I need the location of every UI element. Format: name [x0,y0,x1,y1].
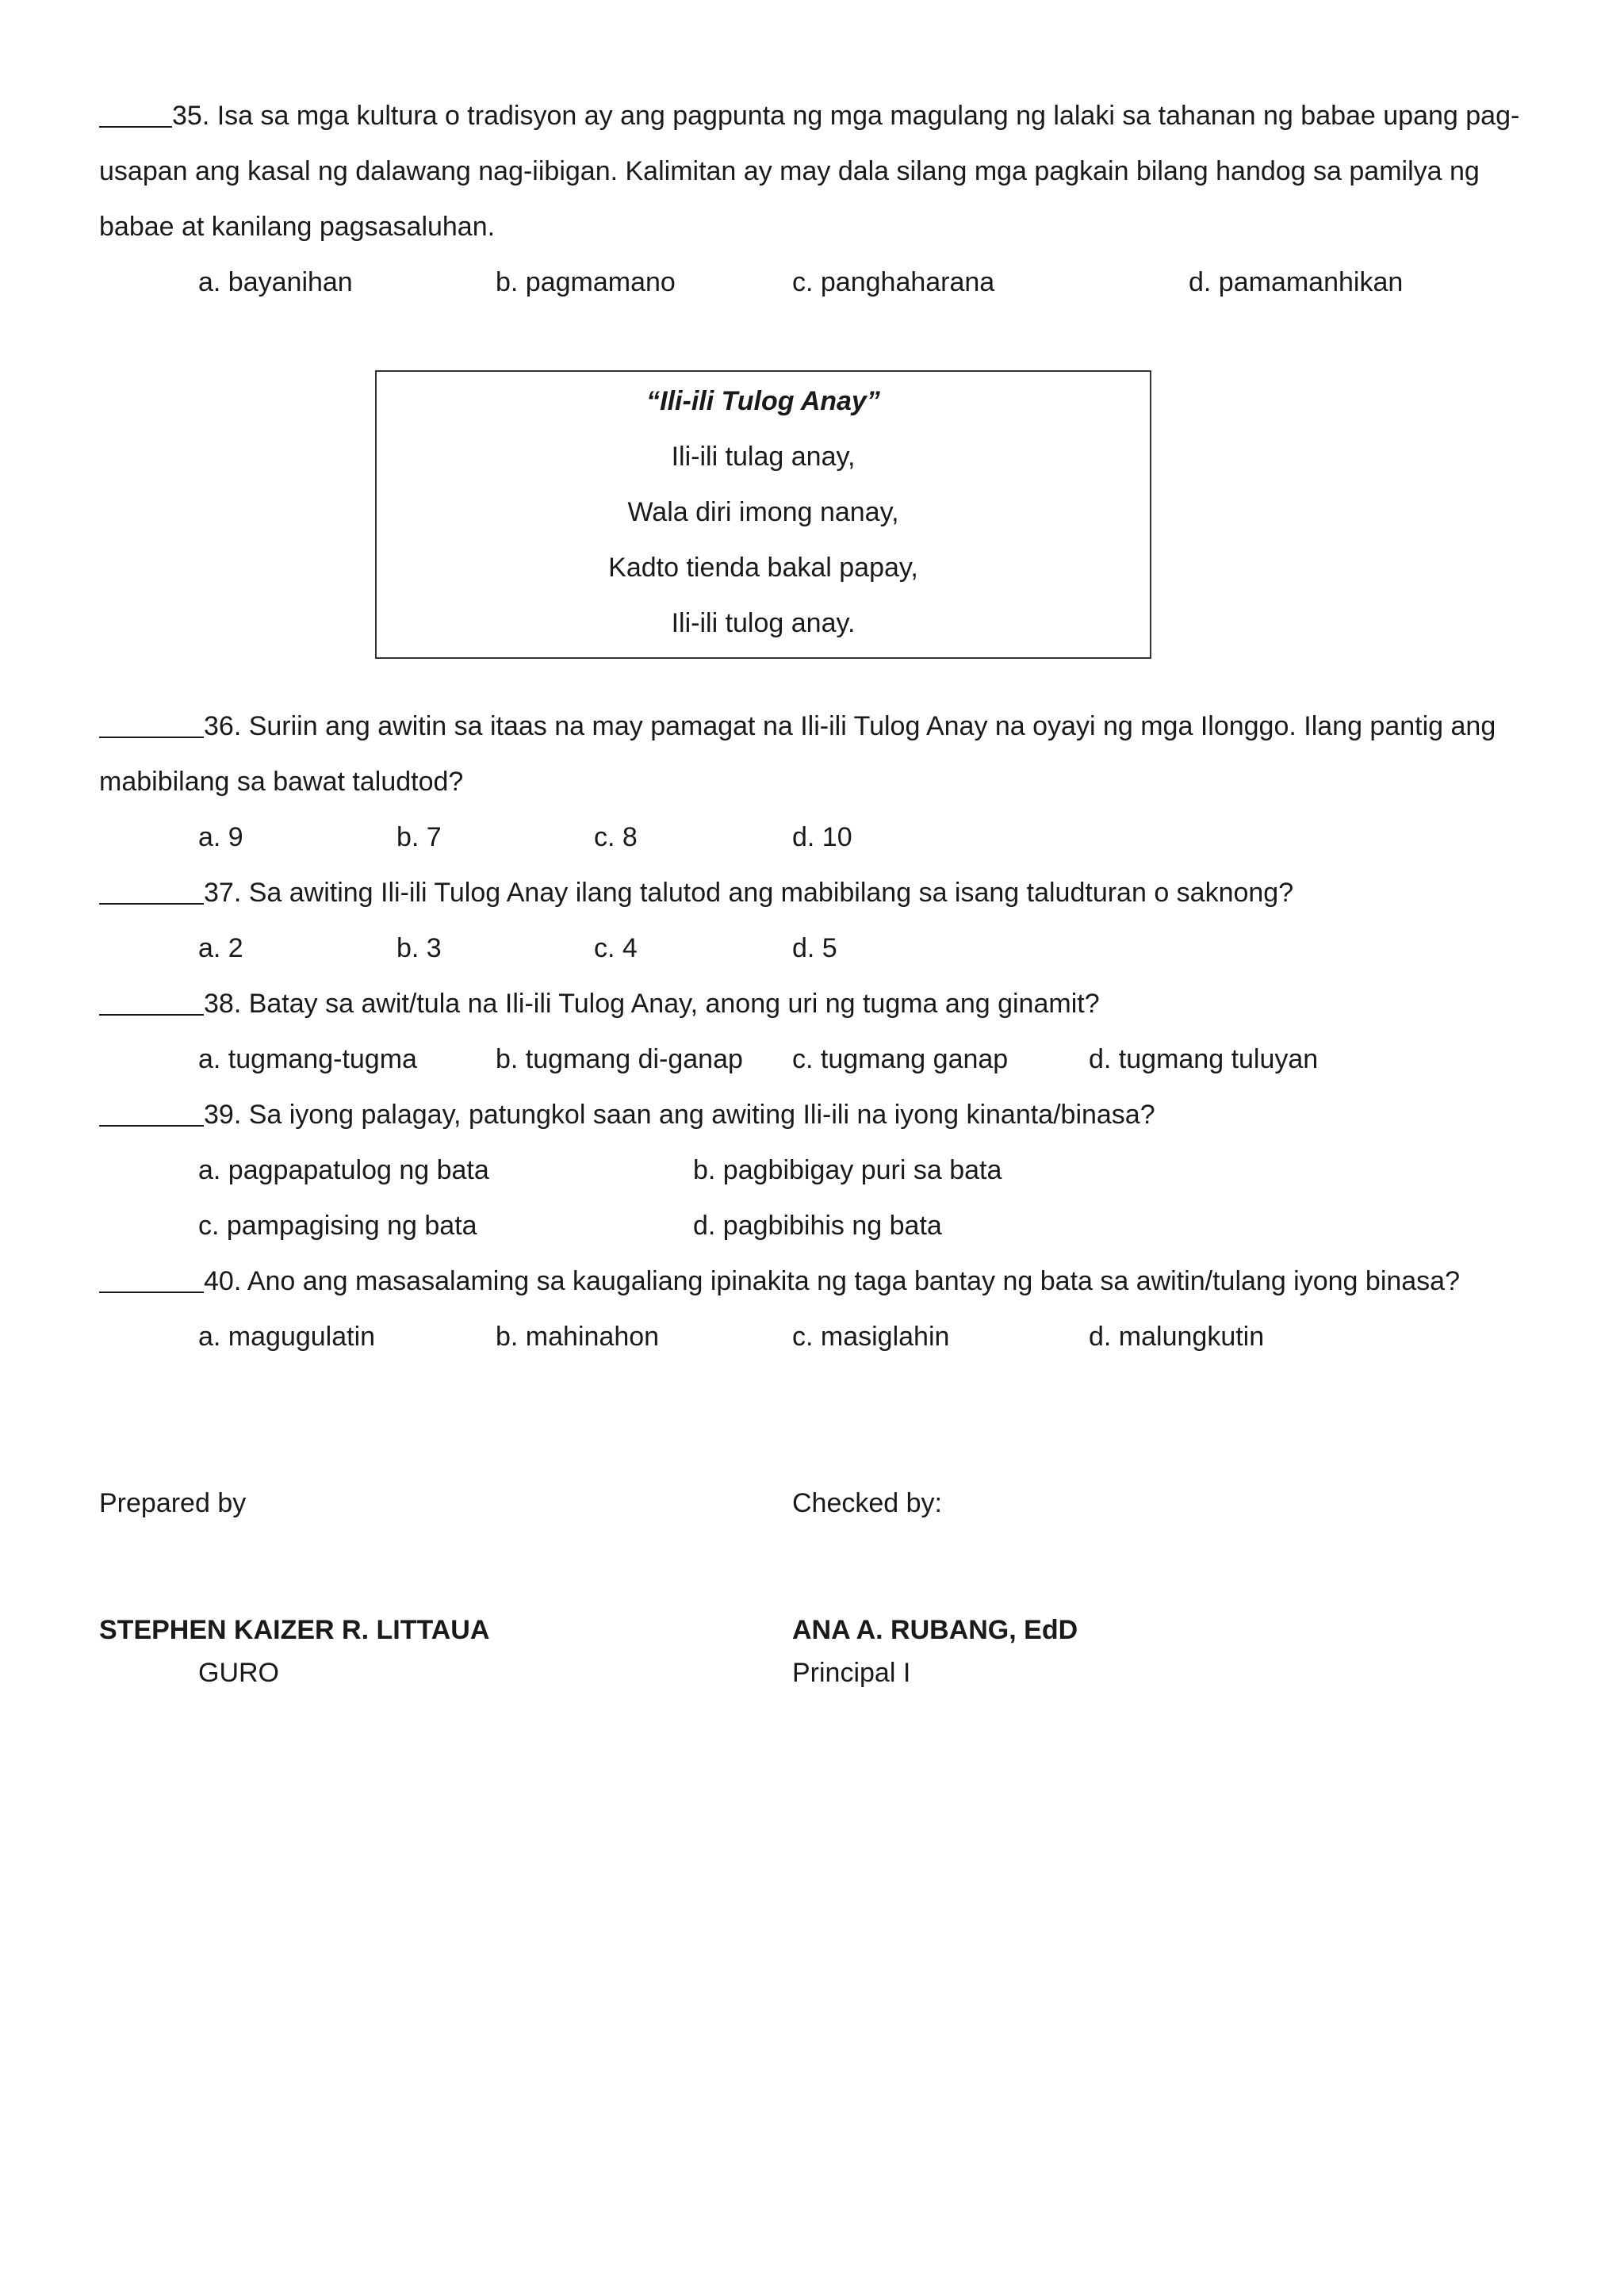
poem-box [375,370,1151,659]
answer-blank [99,102,172,128]
question-40-line [99,1265,1460,1297]
q39-option-a: a. pagpapatulog ng bata [198,1155,489,1185]
answer-blank [99,713,204,738]
answer-blank [99,1101,204,1127]
question-35-line-1 [99,100,1519,132]
q35-option-b: b. pagmamano [496,267,676,297]
q40-option-b: b. mahinahon [496,1322,660,1352]
question-39-text: 39. Sa iyong palagay, patungkol saan ang awiting Ili-ili na iyong kinanta/binasa? [204,1100,1155,1130]
question-35-text: 35. Isa sa mga kultura o tradisyon ay ang pagpunta ng mga magulang ng lalaki sa tahanan ng babae upang pag- [172,101,1520,131]
poem-line-2: Wala diri imong nanay, [627,497,899,527]
q35-option-d: d. pamamanhikan [1189,267,1404,297]
q36-option-b: b. 7 [396,822,442,852]
question-40-text: 40. Ano ang masasalaming sa kaugaliang ipinakita ng taga bantay ng bata sa awitin/tulang iyong binasa? [204,1266,1461,1296]
q37-option-d: d. 5 [792,933,837,963]
question-38-text: 38. Batay sa awit/tula na Ili-ili Tulog Anay, anong uri ng tugma ang ginamit? [204,989,1100,1019]
q38-option-c: c. tugmang ganap [792,1044,1009,1074]
question-35-line-2: usapan ang kasal ng dalawang nag-iibigan. Kalimitan ay may dala silang mga pagkain bilang handog sa pamilya ng [99,156,1480,186]
q36-option-d: d. 10 [792,822,852,852]
question-36-line-2: mabibilang sa bawat taludtod? [99,767,464,797]
preparer-name: STEPHEN KAIZER R. LITTAUA [99,1615,490,1645]
answer-blank [99,1268,204,1293]
poem-line-3: Kadto tienda bakal papay, [608,553,918,583]
question-37-text: 37. Sa awiting Ili-ili Tulog Anay ilang talutod ang mabibilang sa isang taludturan o saknong? [204,878,1294,908]
question-37-line [99,877,1293,909]
q38-option-a: a. tugmang-tugma [198,1044,417,1074]
q35-option-c: c. panghaharana [792,267,995,297]
poem-line-4: Ili-ili tulog anay. [671,608,856,638]
poem-title: “Ili-ili Tulog Anay” [646,386,880,416]
question-38-line [99,988,1100,1020]
answer-blank [99,879,204,905]
poem-line-1: Ili-ili tulag anay, [671,442,856,472]
question-36-line-1 [99,710,1496,742]
q37-option-b: b. 3 [396,933,442,963]
q38-option-d: d. tugmang tuluyan [1089,1044,1319,1074]
question-36-text: 36. Suriin ang awitin sa itaas na may pamagat na Ili-ili Tulog Anay na oyayi ng mga Ilonggo. Ilang pantig ang [204,711,1496,741]
checker-name: ANA A. RUBANG, EdD [792,1615,1078,1645]
q39-option-d: d. pagbibihis ng bata [693,1211,942,1241]
q37-option-a: a. 2 [198,933,243,963]
question-35-line-3: babae at kanilang pagsasaluhan. [99,212,496,242]
q36-option-a: a. 9 [198,822,243,852]
question-39-line [99,1099,1155,1131]
q40-option-c: c. masiglahin [792,1322,950,1352]
q40-option-d: d. malungkutin [1089,1322,1265,1352]
prepared-by-label: Prepared by [99,1488,247,1518]
q39-option-b: b. pagbibigay puri sa bata [693,1155,1002,1185]
q36-option-c: c. 8 [594,822,638,852]
preparer-title: GURO [198,1658,279,1688]
q39-option-c: c. pampagising ng bata [198,1211,477,1241]
checker-title: Principal I [792,1658,911,1688]
q37-option-c: c. 4 [594,933,638,963]
q38-option-b: b. tugmang di-ganap [496,1044,743,1074]
answer-blank [99,990,204,1016]
q35-option-a: a. bayanihan [198,267,353,297]
q40-option-a: a. magugulatin [198,1322,376,1352]
checked-by-label: Checked by: [792,1488,942,1518]
